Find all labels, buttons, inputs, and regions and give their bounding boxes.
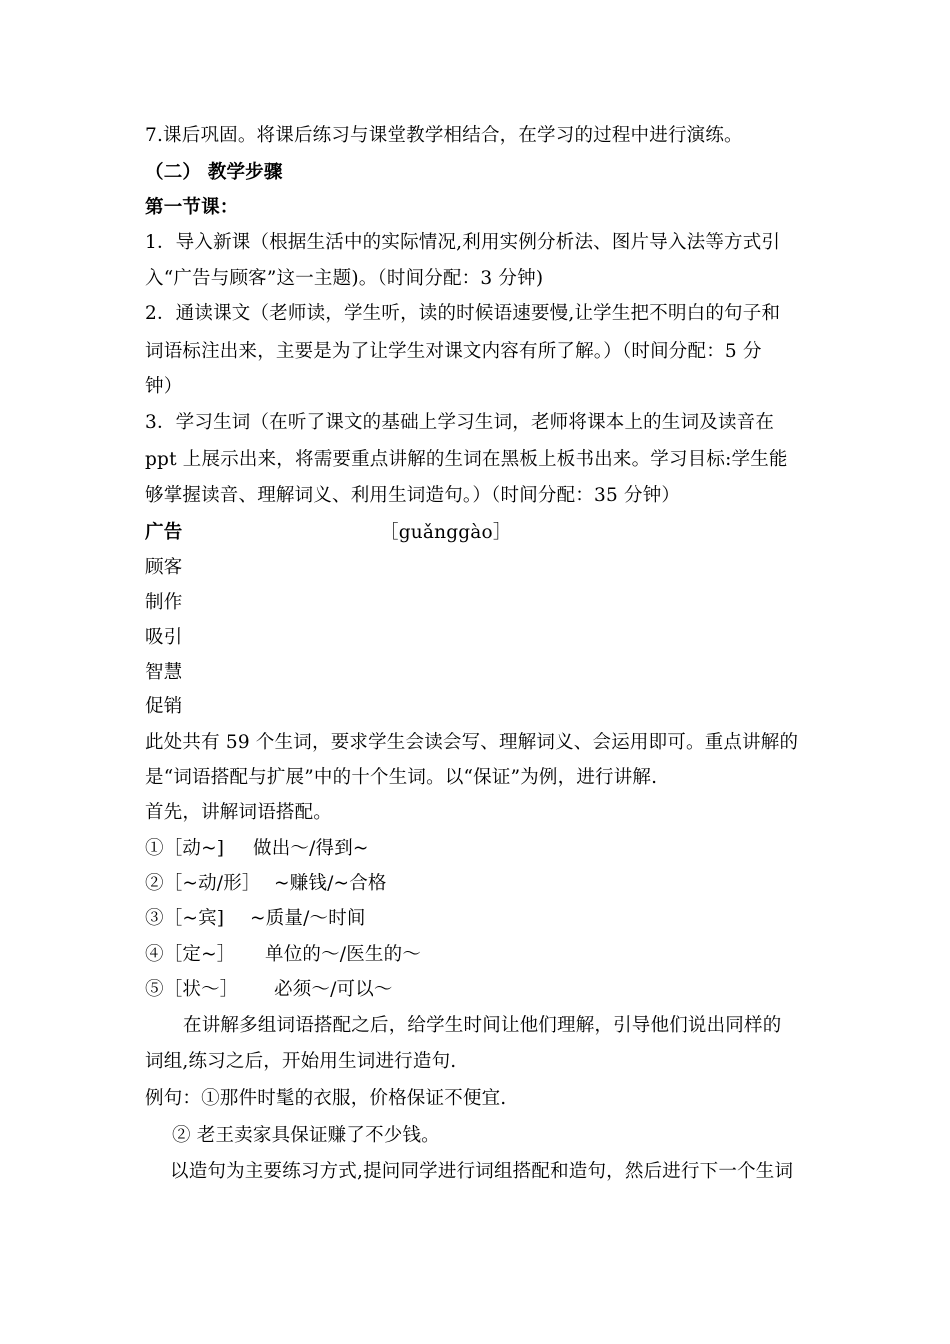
note-line1: 此处共有 59 个生词，要求学生会读会写、理解词义、会运用即可。重点讲解的: [145, 732, 799, 753]
first-line: 首先，讲解词语搭配。: [145, 802, 333, 823]
step2-line3: 钟）: [145, 376, 183, 397]
vocab-word: 智慧: [145, 662, 183, 683]
after-line1: 在讲解多组词语搭配之后，给学生时间让他们理解，引导他们说出同样的: [183, 1015, 782, 1036]
collocation-tag: ④［定~］: [145, 944, 236, 965]
step1-line1: 1．导入新课（根据生活中的实际情况,利用实例分析法、图片导入法等方式引: [145, 232, 781, 253]
note-line2: 是“词语搭配与扩展”中的十个生词。以“保证”为例，进行讲解.: [145, 767, 658, 788]
collocation-tag: ⑤［状～］: [145, 979, 239, 1000]
step1-line2: 入“广告与顾客”这一主题)。（时间分配：3 分钟): [145, 268, 544, 289]
step3-line2: ppt 上展示出来，将需要重点讲解的生词在黑板上板书出来。学习目标:学生能: [145, 449, 788, 470]
collocation-item: [145, 837, 369, 861]
step2-line1: 2．通读课文（老师读，学生听，读的时候语速要慢,让学生把不明白的句子和: [145, 303, 781, 324]
collocation-tag: ③［~宾]: [145, 908, 225, 929]
collocation-item: [145, 907, 366, 931]
vocab-word: 吸引: [145, 627, 183, 648]
collocation-tag: ①［动~]: [145, 838, 225, 859]
vocab-word: 制作: [145, 592, 183, 613]
collocation-tag: ②［~动/形］: [145, 873, 261, 894]
collocation-example: ~质量/～时间: [250, 908, 366, 929]
vocab-word: 顾客: [145, 557, 183, 578]
example-sentence-2: ② 老王卖家具保证赚了不少钱。: [172, 1125, 440, 1146]
after-line2: 词组,练习之后，开始用生词进行造句.: [145, 1051, 457, 1072]
step3-line3: 够掌握读音、理解词义、利用生词造句。）（时间分配：35 分钟）: [145, 485, 681, 506]
vocab-word: 促销: [145, 696, 183, 717]
vocab-pinyin: ［guǎnggào］: [380, 522, 512, 543]
collocation-item: [145, 943, 421, 967]
final-line: 以造句为主要练习方式,提问同学进行词组搭配和造句，然后进行下一个生词: [170, 1161, 794, 1182]
step2-line2: 词语标注出来，主要是为了让学生对课文内容有所了解。）（时间分配：5 分: [145, 341, 762, 362]
collocation-example: 做出～/得到~: [253, 838, 369, 859]
paragraph-consolidation: 7.课后巩固。将课后练习与课堂教学相结合，在学习的过程中进行演练。: [145, 125, 743, 146]
collocation-example: 必须～/可以～: [274, 979, 393, 1000]
collocation-example: ~赚钱/~合格: [274, 873, 387, 894]
vocab-word: 广告: [145, 522, 183, 543]
example-sentence-1: 例句：①那件时髦的衣服，价格保证不便宜.: [145, 1088, 507, 1109]
collocation-item: [145, 872, 387, 896]
collocation-example: 单位的～/医生的～: [265, 944, 422, 965]
lesson-heading: 第一节课：: [145, 197, 239, 218]
collocation-item: [145, 978, 393, 1002]
section-heading: （二） 教学步骤: [145, 162, 283, 183]
step3-line1: 3．学习生词（在听了课文的基础上学习生词，老师将课本上的生词及读音在: [145, 412, 775, 433]
